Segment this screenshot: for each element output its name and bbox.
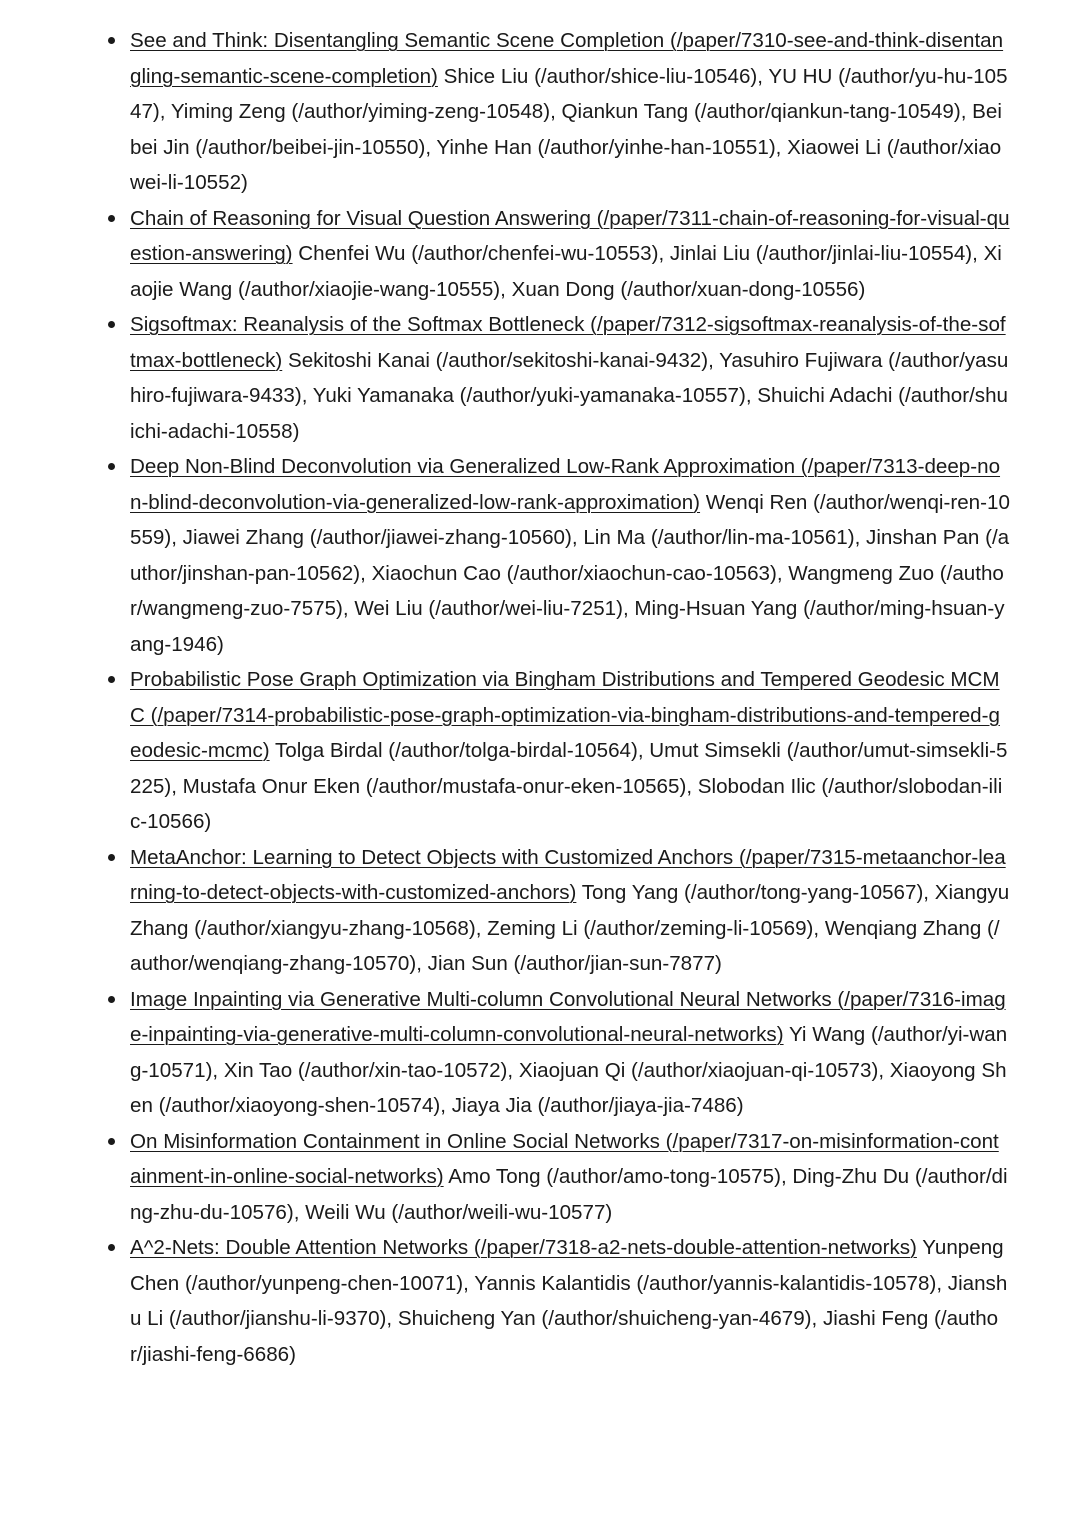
bullet-icon: [108, 463, 115, 470]
paper-title-link[interactable]: On Misinformation Containment in Online Social Networks (/paper/7317-on-misinformation-containment-in-online-social-networks): [130, 1129, 999, 1188]
paper-title-link[interactable]: Sigsoftmax: Reanalysis of the Softmax Bottleneck (/paper/7312-sigsoftmax-reanalysis-of-the-softmax-bottleneck): [130, 313, 1006, 372]
list-item: [108, 1124, 1010, 1231]
paper-title-link[interactable]: A^2-Nets: Double Attention Networks (/paper/7318-a2-nets-double-attention-networks): [130, 1236, 917, 1259]
paper-title-link[interactable]: Probabilistic Pose Graph Optimization via Bingham Distributions and Tempered Geodesic MCMC (/paper/7314-probabilistic-pose-graph-optimization-via-bingham-distributions-and-tempered-geodesic-mcmc): [130, 668, 1000, 762]
list-item: [108, 662, 1010, 840]
bullet-icon: [108, 215, 115, 222]
paper-title-link[interactable]: MetaAnchor: Learning to Detect Objects with Customized Anchors (/paper/7315-metaanchor-learning-to-detect-objects-with-customized-anchors): [130, 845, 1006, 904]
paper-list: [108, 23, 1010, 1372]
list-item: [108, 1230, 1010, 1372]
paper-authors: Chenfei Wu (/author/chenfei-wu-10553), Jinlai Liu (/author/jinlai-liu-10554), Xiaojie Wang (/author/xiaojie-wang-10555), Xuan Dong (/author/xuan-dong-10556): [130, 242, 1002, 301]
paper-title-link[interactable]: See and Think: Disentangling Semantic Scene Completion (/paper/7310-see-and-think-disentangling-semantic-scene-completion): [130, 29, 1004, 88]
list-item: [108, 449, 1010, 662]
list-item: [108, 840, 1010, 982]
bullet-icon: [108, 1244, 115, 1251]
paper-title-link[interactable]: Image Inpainting via Generative Multi-column Convolutional Neural Networks (/paper/7316-image-inpainting-via-generative-multi-column-convolutional-neural-networks): [130, 987, 1006, 1046]
paper-authors: Yi Wang (/author/yi-wang-10571), Xin Tao (/author/xin-tao-10572), Xiaojuan Qi (/author/xiaojuan-qi-10573), Xiaoyong Shen (/author/xiaoyong-shen-10574), Jiaya Jia (/author/jiaya-jia-7486): [130, 1023, 1008, 1117]
paper-title-link[interactable]: Deep Non-Blind Deconvolution via Generalized Low-Rank Approximation (/paper/7313-deep-non-blind-deconvolution-via-generalized-low-rank-approximation): [130, 455, 1001, 514]
paper-authors: Wenqi Ren (/author/wenqi-ren-10559), Jiawei Zhang (/author/jiawei-zhang-10560), Lin Ma (/author/lin-ma-10561), Jinshan Pan (/author/jinshan-pan-10562), Xiaochun Cao (/author/xiaochun-cao-10563), Wangmeng Zuo (/author/wangmeng-zuo-7575), Wei Liu (/author/wei-liu-7251), Ming-Hsuan Yang (/author/ming-hsuan-yang-1946): [130, 490, 1010, 656]
paper-authors: Sekitoshi Kanai (/author/sekitoshi-kanai-9432), Yasuhiro Fujiwara (/author/yasuhiro-fujiwara-9433), Yuki Yamanaka (/author/yuki-yamanaka-10557), Shuichi Adachi (/author/shuichi-adachi-10558): [130, 348, 1009, 443]
bullet-icon: [108, 676, 115, 683]
paper-authors: Tong Yang (/author/tong-yang-10567), Xiangyu Zhang (/author/xiangyu-zhang-10568), Zeming Li (/author/zeming-li-10569), Wenqiang Zhang (/author/wenqiang-zhang-10570), Jian Sun (/author/jian-sun-7877): [130, 881, 1010, 975]
paper-authors: Yunpeng Chen (/author/yunpeng-chen-10071), Yannis Kalantidis (/author/yannis-kalantidis-10578), Jianshu Li (/author/jianshu-li-9370), Shuicheng Yan (/author/shuicheng-yan-4679), Jiashi Feng (/author/jiashi-feng-6686): [130, 1236, 1008, 1366]
bullet-icon: [108, 996, 115, 1003]
bullet-icon: [108, 37, 115, 44]
bullet-icon: [108, 854, 115, 861]
bullet-icon: [108, 321, 115, 328]
paper-authors: Amo Tong (/author/amo-tong-10575), Ding-Zhu Du (/author/ding-zhu-du-10576), Weili Wu (/author/weili-wu-10577): [130, 1165, 1008, 1224]
list-item: [108, 982, 1010, 1124]
list-item: [108, 201, 1010, 308]
paper-title-link[interactable]: Chain of Reasoning for Visual Question Answering (/paper/7311-chain-of-reasoning-for-visual-question-answering): [130, 206, 1010, 265]
list-item: [108, 307, 1010, 449]
bullet-icon: [108, 1138, 115, 1145]
paper-authors: Shice Liu (/author/shice-liu-10546), YU HU (/author/yu-hu-10547), Yiming Zeng (/author/yiming-zeng-10548), Qiankun Tang (/author/qiankun-tang-10549), Beibei Jin (/author/beibei-jin-10550), Yinhe Han (/author/yinhe-han-10551), Xiaowei Li (/author/xiaowei-li-10552): [130, 64, 1008, 194]
list-item: [108, 23, 1010, 201]
paper-authors: Tolga Birdal (/author/tolga-birdal-10564), Umut Simsekli (/author/umut-simsekli-5225), Mustafa Onur Eken (/author/mustafa-onur-eken-10565), Slobodan Ilic (/author/slobodan-ilic-10566): [130, 739, 1008, 833]
